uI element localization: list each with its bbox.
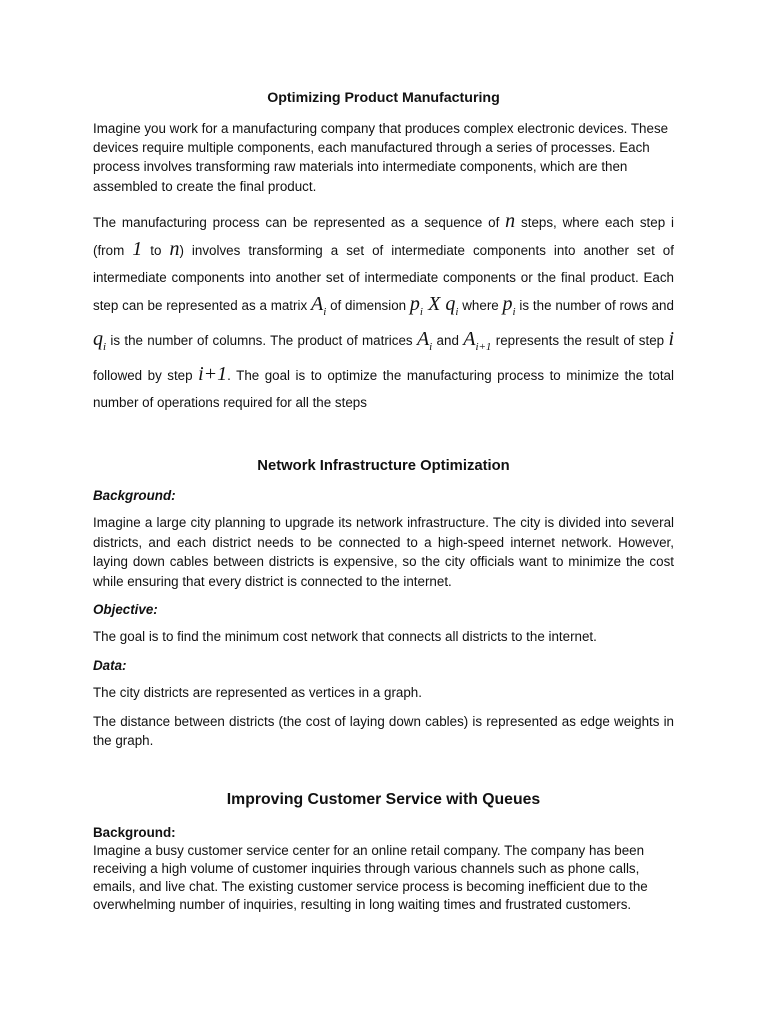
text: ) involves transforming a set of intermediate components into another set of intermediate components into another set of intermediate components or the final product. Each step can be represented as a matrix bbox=[93, 243, 674, 314]
manufacturing-description bbox=[93, 208, 674, 416]
objective-label: Objective: bbox=[93, 601, 158, 617]
section-title-network: Network Infrastructure Optimization bbox=[257, 458, 510, 475]
network-background-text: Imagine a large city planning to upgrade its network infrastructure. The city is divided into several districts, and each district needs to be connected to a high-speed internet network. However, laying down cables between districts is expensive, so the city officials want to minimize the cost while ensuring that every district is connected to the internet. bbox=[93, 515, 674, 589]
text: and bbox=[436, 333, 459, 349]
text: is the number of rows and bbox=[519, 298, 674, 314]
customer-service-background-text: Imagine a busy customer service center for an online retail company. The company has been receiving a high volume of customer inquiries through various channels such as phone calls, emails, and live chat. The existing customer service process is becoming inefficient due to the overwhelming number of inquiries, resulting in long waiting times and frustrated customers. bbox=[93, 842, 648, 912]
section-title-customer-service: Improving Customer Service with Queues bbox=[226, 790, 541, 808]
math-i: i bbox=[668, 328, 674, 351]
text: is the number of columns. The product of matrices bbox=[110, 333, 413, 349]
math-q-i: $q_i$ bbox=[93, 328, 107, 354]
network-objective-text: The goal is to find the minimum cost network that connects all districts to the internet. bbox=[93, 629, 597, 645]
math-p-i: $p_i$ bbox=[502, 293, 516, 319]
network-data-text-2: The distance between districts (the cost of laying down cables) is represented as edge weights in the graph. bbox=[93, 713, 674, 749]
text: represents the result of step bbox=[495, 333, 665, 349]
math-A-i: $A_i$ bbox=[310, 293, 327, 319]
network-data-text-1: The city districts are represented as vertices in a graph. bbox=[93, 685, 422, 701]
text: The manufacturing process can be represented as a sequence of bbox=[93, 215, 500, 231]
manufacturing-intro: Imagine you work for a manufacturing company that produces complex electronic devices. These devices require multiple components, each manufactured through a series of processes. Each process involves transforming raw materials into intermediate components, which are then assembled to create the final product. bbox=[93, 120, 669, 194]
text: to bbox=[150, 243, 162, 259]
math-n: n bbox=[505, 210, 516, 233]
text: steps, where each step i (from bbox=[93, 215, 674, 259]
math-i-plus-1: i+1 bbox=[198, 363, 228, 386]
math-A-i: $A_i$ bbox=[416, 328, 433, 354]
text: of dimension bbox=[330, 298, 407, 314]
section-title-manufacturing: Optimizing Product Manufacturing bbox=[267, 90, 500, 106]
background-label: Background: bbox=[93, 824, 176, 840]
math-1: 1 bbox=[132, 238, 143, 261]
text: where bbox=[462, 298, 499, 314]
background-label: Background: bbox=[93, 487, 176, 503]
document-content bbox=[93, 88, 674, 914]
math-dimension: $p_i$ X $q_i$ bbox=[409, 293, 459, 319]
text: followed by step bbox=[93, 368, 193, 384]
math-n: n bbox=[169, 238, 180, 261]
math-A-i-plus-1: $A_{i+1}$ bbox=[463, 328, 492, 354]
data-label: Data: bbox=[93, 657, 127, 673]
text: . The goal is to optimize the manufacturing process to minimize the total number of operations required for all the steps bbox=[93, 368, 674, 411]
